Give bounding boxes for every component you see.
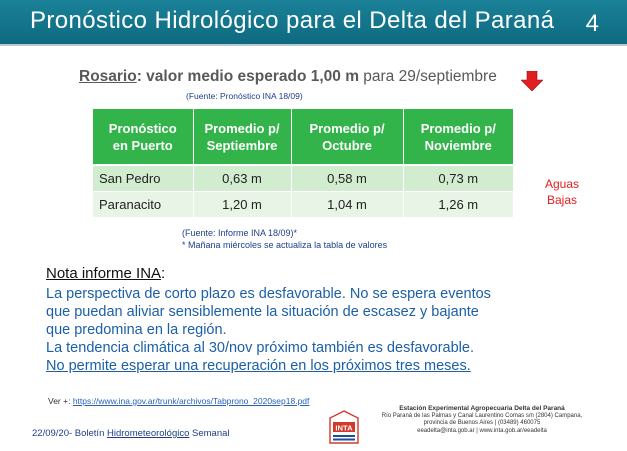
- forecast-table: [93, 109, 513, 218]
- page-number: 4: [585, 10, 599, 37]
- november-value: 0,73 m: [403, 165, 513, 191]
- inta-logo-icon: [329, 410, 359, 444]
- page-title: Pronóstico Hidrológico para el Delta del Paraná: [30, 7, 555, 34]
- title-bar: [0, 0, 627, 46]
- note-line: que puedan aliviar sensiblemente la situación de escasez y bajante: [46, 304, 479, 320]
- forecast-source: (Fuente: Pronóstico INA 18/09): [186, 91, 303, 101]
- station-info: [372, 405, 592, 435]
- column-header-port: Pronóstico en Puerto: [93, 109, 193, 165]
- expected-value-label: : valor medio esperado 1,00 m: [136, 68, 364, 85]
- more-info: [48, 396, 309, 406]
- arrow-down-icon: [521, 71, 543, 91]
- table-header-row: [93, 109, 513, 165]
- september-value: 1,20 m: [193, 191, 291, 217]
- station-address: Río Paraná de las Palmas y Canal Laurentino Comas s/n (2804) Campana,: [381, 412, 583, 419]
- note-line: que predomina en la región.: [46, 322, 227, 338]
- forecast-date: para 29/septiembre: [363, 68, 497, 85]
- october-value: 1,04 m: [291, 191, 403, 217]
- september-value: 0,63 m: [193, 165, 291, 191]
- port-name: Paranacito: [93, 191, 193, 217]
- station-address-2: provincia de Buenos Aires | (03489) 460075: [423, 420, 541, 426]
- november-value: 1,26 m: [403, 191, 513, 217]
- note-line: La tendencia climática al 30/nov próximo también es desfavorable.: [46, 340, 474, 356]
- ina-report-link[interactable]: https://www.ina.gov.ar/trunk/archivos/Tabprono_2020sep18.pdf: [72, 396, 310, 406]
- table-row: [93, 165, 513, 191]
- inta-logo-text: INTA: [335, 423, 353, 433]
- more-info-prefix: Ver +:: [48, 396, 73, 406]
- column-header-october: Promedio p/ Octubre: [291, 109, 403, 165]
- port-name: San Pedro: [93, 165, 193, 191]
- table-row: [93, 191, 513, 217]
- table-notes: [182, 227, 387, 251]
- rosario-forecast-heading: [79, 68, 497, 86]
- october-value: 0,58 m: [291, 165, 403, 191]
- station-contact: eeadelta@inta.gob.ar | www.inta.gob.ar/eeadelta: [417, 427, 547, 434]
- note-body: [46, 285, 566, 375]
- column-header-september: Promedio p/ Septiembre: [193, 109, 291, 165]
- table-footnote: * Mañana miércoles se actualiza la tabla de valores: [182, 240, 388, 250]
- water-status-label: Aguas Bajas: [544, 177, 580, 207]
- column-header-november: Promedio p/ Noviembre: [403, 109, 513, 165]
- note-title: Nota informe INA:: [46, 265, 166, 282]
- bulletin-footer: 22/09/20- Boletín Hidrometeorológico Semanal: [32, 428, 230, 439]
- note-line-emphasis: No permite esperar una recuperación en los próximos tres meses.: [46, 358, 471, 374]
- table-source: (Fuente: Informe INA 18/09)*: [182, 228, 298, 238]
- station-name: Estación Experimental Agropecuaria Delta del Paraná: [399, 405, 565, 412]
- note-line: La perspectiva de corto plazo es desfavorable. No se espera eventos: [46, 286, 491, 302]
- city-name: Rosario: [79, 68, 137, 85]
